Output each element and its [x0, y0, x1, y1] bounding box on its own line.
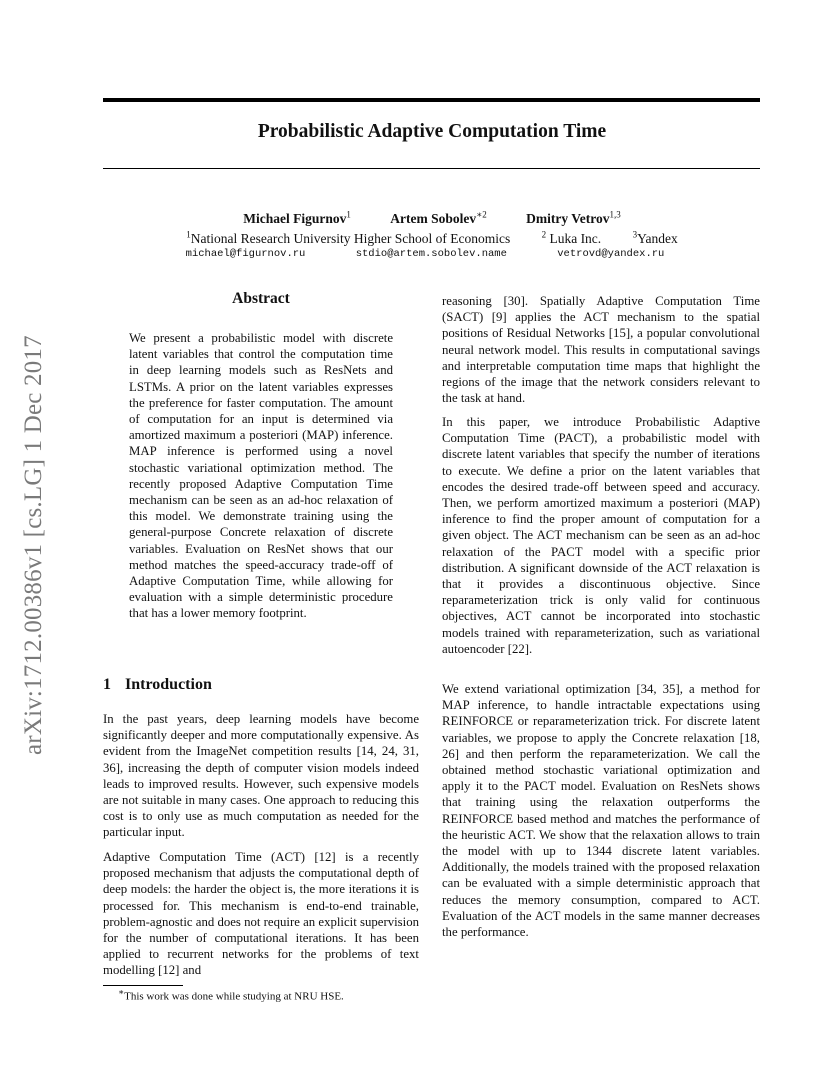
abstract-paragraph: We present a probabilistic model with discrete latent variables that control the computation time in deep learning models such as ResNets and LSTMs. A prior on the latent variables expresses the preference for faster computation. The amount of computation for an input is determined via amortized maximum a posteriori (MAP) inference. MAP inference is performed using a novel stochastic variational optimization method. The recently proposed Adaptive Computation Time mechanism can be seen as an ad-hoc relaxation of this model. We demonstrate training using the general-purpose Concrete relaxation of discrete variables. Evaluation on ResNet shows that our method matches the speed-accuracy trade-off of Adaptive Computation Time, while allowing for evaluation with a simple deterministic procedure that has a lower memory footprint.	[129, 331, 393, 621]
section-title: Introduction	[125, 676, 212, 693]
intro-paragraph-2: Adaptive Computation Time (ACT) [12] is a recently proposed mechanism that adjusts the computational depth of deep models: the harder the object is, the more iterations it is processed for. This mechanism is end-to-end trainable, problem-agnostic and does not require an explicit supervision for the number of computational iterations. It has been applied to recurrent networks for the problems of text modelling [12] and	[103, 850, 419, 978]
author-1: Michael Figurnov$^1$	[243, 209, 351, 226]
author-3: Dmitry Vetrov$^{1,3}$	[526, 209, 621, 226]
right-paragraph-1: reasoning [30]. Spatially Adaptive Computation Time (SACT) [9] applies the ACT mechanism to the spatial positions of Residual Networks [15], a popular convolutional neural network model. This results in computational savings and interpretable computation time maps that highlight the regions of the image that the network considers relevant to the task at hand.	[442, 294, 760, 406]
title-bottom-rule	[103, 168, 760, 169]
email-line	[0, 248, 828, 260]
section-number: 1	[103, 676, 111, 693]
email-1: michael@figurnov.ru	[185, 248, 306, 260]
paper-title: Probabilistic Adaptive Computation Time	[257, 121, 607, 142]
email-3: vetrovd@yandex.ru	[557, 248, 665, 260]
right-paragraph-2: In this paper, we introduce Probabilistic Adaptive Computation Time (PACT), a probabilistic model with discrete latent variables that specify the number of iterations to execute. We define a prior on the latent variables that encodes the desired trade-off between speed and accuracy. Then, we perform amortized maximum a posteriori (MAP) inference to find the proper amount of computation for a given object. The ACT mechanism can be seen as an ad-hoc relaxation of the PACT model with a specific prior distribution. A significant downside of the ACT relaxation is that it provides a discontinuous objective. Since reparameterization trick is only valid for continuous objectives, ACT cannot be incorporated into stochastic models trained with reparameterization, such as variational autoencoder [22].	[442, 415, 760, 656]
arxiv-side-label: arXiv:1712.00386v1 [cs.LG] 1 Dec 2017	[20, 335, 47, 755]
affiliation-3: $^3$Yandex	[632, 229, 678, 246]
top-thick-rule	[103, 98, 760, 102]
affiliation-2: $^2$ Luka Inc.	[541, 229, 602, 246]
author-2: Artem Sobolev$^{∗2}$	[390, 209, 487, 226]
abstract-text	[129, 330, 393, 622]
abstract-heading: Abstract	[232, 290, 290, 307]
footnote-mark: ∗	[118, 987, 125, 997]
footnote-text: This work was done while studying at NRU HSE.	[124, 990, 344, 1003]
intro-paragraph-1: In the past years, deep learning models have become significantly deeper and more computationally expensive. As evident from the ImageNet competition results [14, 24, 31, 36], increasing the depth of computer vision models indeed leads to improved results. However, such expensive models are not suitable in many cases. One approach to reducing this cost is to only use as much computation as needed for the particular input.	[103, 712, 419, 840]
right-paragraph-3: We extend variational optimization [34, 35], a method for MAP inference, to handle intractable expectations using REINFORCE or reparameterization trick. For discrete latent variables, we propose to apply the Concrete relaxation [18, 26] and then perform the reparameterization. We call the obtained method stochastic variational optimization and apply it to the PACT model. Evaluation on ResNets shows that training using the relaxation outperforms the REINFORCE based method and matches the performance of the heuristic ACT. We show that the relaxation allows to train the model with up to 1344 discrete latent variables. Additionally, the models trained with the proposed relaxation can be evaluated with a simple deterministic approach that reduces the memory consumption, compared to ACT. Evaluation of the ACT models in the same manner decreases the performance.	[442, 682, 760, 940]
email-2: stdio@artem.sobolev.name	[355, 248, 507, 260]
footnote	[118, 987, 344, 1003]
section-heading-introduction	[103, 676, 212, 694]
author-line	[0, 209, 828, 227]
footnote-rule	[103, 985, 183, 986]
affiliation-line	[0, 229, 828, 247]
affiliation-1: $^1$National Research University Higher School of Economics	[186, 229, 511, 246]
